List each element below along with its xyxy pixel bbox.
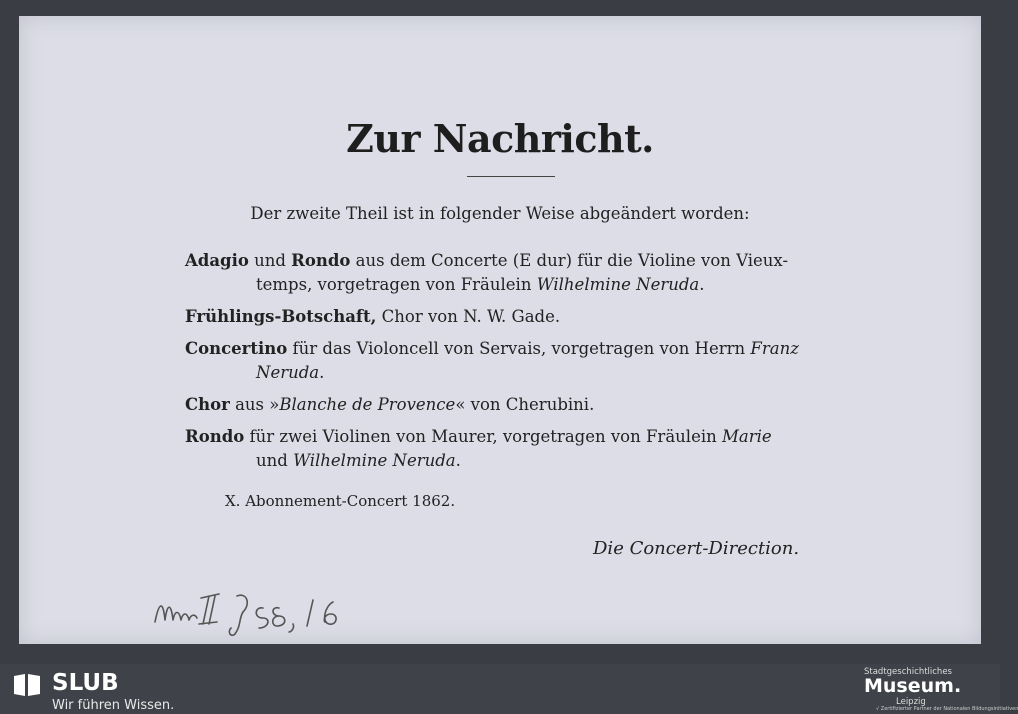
museum-city: Leipzig	[896, 697, 926, 707]
entry-title: Concertino	[185, 339, 288, 358]
title-divider	[467, 176, 555, 177]
performer-name: Wilhelmine Neruda	[536, 275, 700, 294]
signature: Die Concert-Direction.	[593, 538, 800, 559]
performer-name-2: Neruda	[256, 363, 320, 382]
program-list	[185, 249, 845, 481]
entry-text: Chor von N. W. Gade.	[376, 307, 561, 326]
slub-logo-icon	[12, 672, 42, 698]
program-entry-fruehlings	[185, 305, 845, 329]
entry-title: Adagio	[185, 251, 249, 270]
museum-certification: √ Zertifizierter Partner der Nationalen Bildungsinitiativen	[876, 706, 1018, 712]
entry-text: und	[248, 251, 292, 270]
concert-label: X. Abonnement-Concert 1862.	[225, 492, 456, 510]
entry-end: .	[319, 363, 325, 382]
entry-end: .	[455, 451, 461, 470]
entry-text-2: aus dem Concerte (E dur) für die Violine von Vieux-	[350, 251, 789, 270]
work-title: Blanche de Provence	[279, 395, 456, 414]
program-entry-adagio	[185, 249, 845, 297]
entry-end: .	[699, 275, 705, 294]
page-title: Zur Nachricht.	[346, 116, 654, 161]
entry-text-3: temps, vorgetragen von Fräulein	[256, 275, 537, 294]
program-entry-concertino	[185, 337, 845, 385]
performer-name: Marie	[721, 427, 772, 446]
museum-label-top: Stadtgeschichtliches	[864, 667, 952, 677]
entry-title-2: Rondo	[291, 251, 351, 270]
entry-text: aus »	[229, 395, 280, 414]
intro-text: Der zweite Theil ist in folgender Weise abgeändert worden:	[250, 204, 750, 223]
footer-bar	[0, 664, 1018, 714]
program-entry-rondo	[185, 425, 845, 473]
entry-text-2: « von Cherubini.	[455, 395, 595, 414]
entry-text-3: und	[256, 451, 294, 470]
entry-title: Chor	[185, 395, 230, 414]
entry-text: für das Violoncell von Servais, vorgetragen von Herrn	[287, 339, 751, 358]
slub-name: SLUB	[52, 670, 119, 696]
document-page	[19, 16, 981, 644]
museum-name: Museum.	[864, 675, 962, 697]
entry-title: Rondo	[185, 427, 245, 446]
entry-title: Frühlings-Botschaft,	[185, 307, 377, 326]
performer-name: Franz	[750, 339, 799, 358]
performer-name-2: Wilhelmine Neruda	[293, 451, 456, 470]
entry-text: für zwei Violinen von Maurer, vorgetragen von Fräulein	[244, 427, 722, 446]
handwritten-shelfmark	[151, 582, 391, 638]
slub-tagline: Wir führen Wissen.	[52, 698, 175, 713]
program-entry-chor	[185, 393, 845, 417]
